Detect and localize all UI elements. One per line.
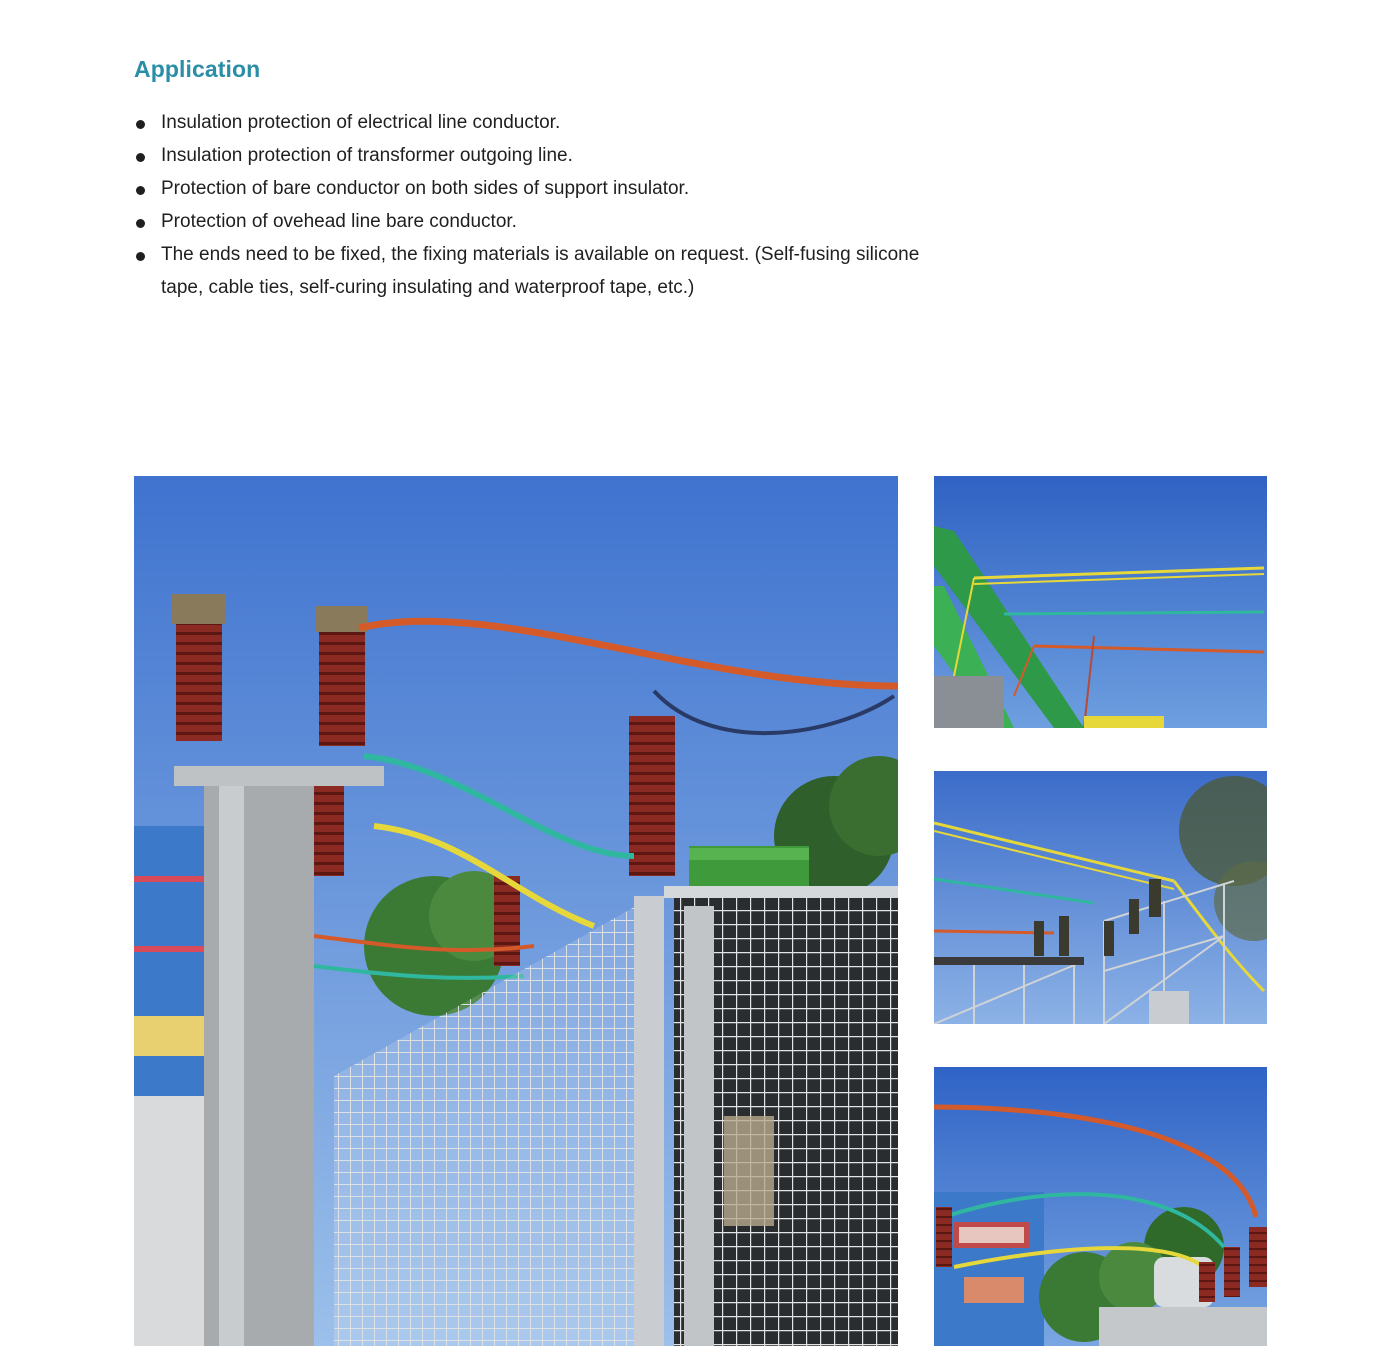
workers-on-scaffold-photo xyxy=(934,771,1267,1024)
section-heading: Application xyxy=(134,56,261,82)
substation-insulators-photo xyxy=(134,476,898,1346)
list-item: Protection of bare conductor on both sides of support insulator. xyxy=(134,172,954,205)
list-item: Protection of ovehead line bare conductor. xyxy=(134,205,954,238)
gantry-cable-covers-photo xyxy=(934,476,1267,728)
list-item: Insulation protection of transformer outgoing line. xyxy=(134,139,954,172)
application-list xyxy=(134,106,954,304)
list-item: The ends need to be fixed, the fixing materials is available on request. (Self-fusing silicone tape, cable ties, self-curing insulating and waterproof tape, etc.) xyxy=(134,238,954,304)
transformer-cables-photo xyxy=(934,1067,1267,1346)
list-item: Insulation protection of electrical line conductor. xyxy=(134,106,954,139)
